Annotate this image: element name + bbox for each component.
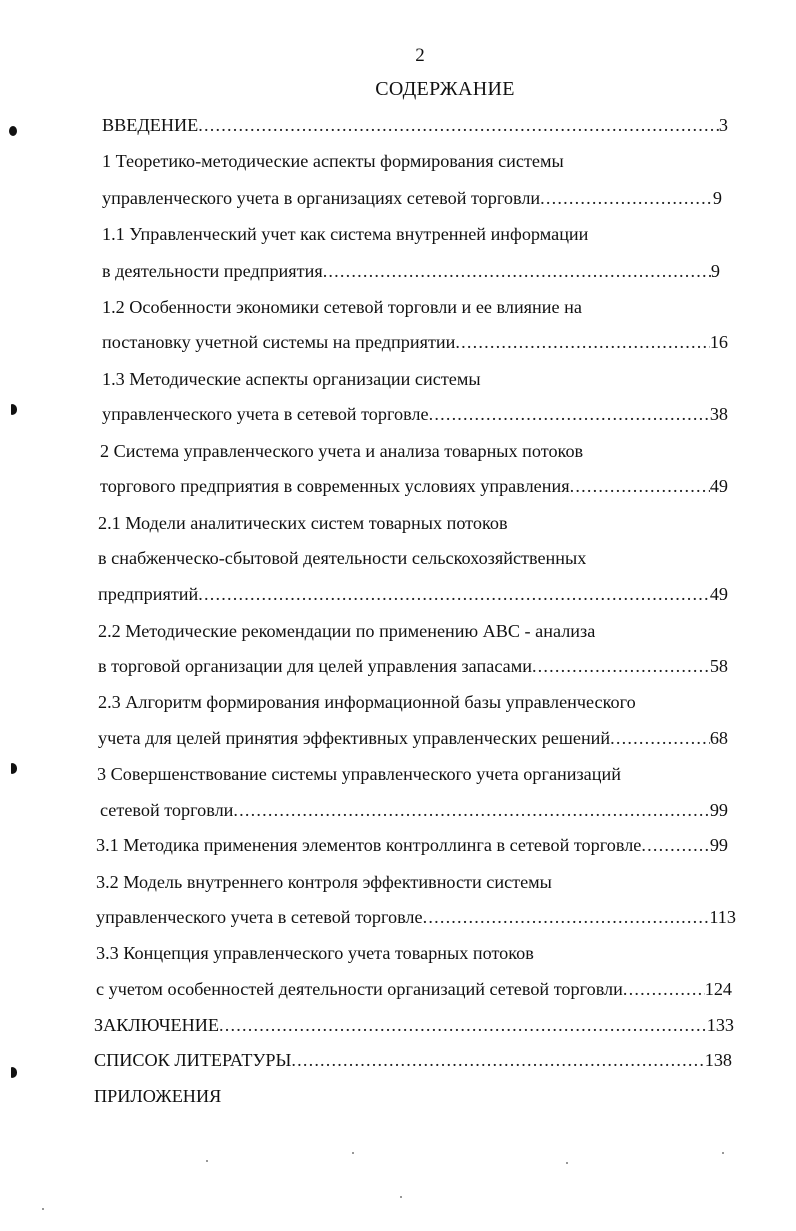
toc-entry-title: учета для целей принятия эффективных управленческих решений	[98, 728, 611, 748]
toc-entry-conclusion[interactable]	[94, 1013, 734, 1037]
toc-entry-page: 124	[704, 979, 732, 999]
dot-leader	[641, 833, 709, 857]
toc-entry-page: 99	[709, 835, 728, 855]
toc-entry-section-3-2-cont[interactable]	[96, 905, 736, 929]
toc-entry-section-3-3-cont[interactable]	[96, 977, 732, 1001]
toc-entry-title: 2.2 Методические рекомендации по применению ABC - анализа	[98, 621, 596, 641]
toc-entry-title: 2.3 Алгоритм формирования информационной базы управленческого	[98, 692, 636, 712]
toc-entry-page: 113	[709, 907, 736, 927]
toc-entry-page: 138	[704, 1050, 732, 1070]
toc-entry-page: 9	[710, 261, 720, 281]
toc-entry-section-1-1-cont[interactable]	[102, 259, 720, 283]
toc-entry-title: управленческого учета в организациях сетевой торговли	[102, 188, 541, 208]
toc-entry-title: 1 Теоретико-методические аспекты формирования системы	[102, 151, 564, 171]
toc-entry-title: ПРИЛОЖЕНИЯ	[94, 1086, 222, 1106]
dot-leader	[623, 977, 705, 1001]
toc-entry-title: 1.3 Методические аспекты организации системы	[102, 369, 481, 389]
toc-entry-title: управленческого учета в сетевой торговле	[96, 907, 423, 927]
toc-entry-title: 3.1 Методика применения элементов контроллинга в сетевой торговле	[96, 835, 642, 855]
toc-entry-section-2-1[interactable]	[98, 511, 508, 535]
toc-entry-title: 1.2 Особенности экономики сетевой торговли и ее влияние на	[102, 297, 582, 317]
toc-entry-page: 49	[709, 584, 728, 604]
toc-entry-chapter-1-cont[interactable]	[102, 186, 722, 210]
toc-entry-chapter-2-cont[interactable]	[100, 474, 728, 498]
toc-entry-section-2-2-cont[interactable]	[98, 654, 728, 678]
toc-entry-page: 99	[709, 800, 728, 820]
toc-entry-page: 16	[709, 332, 728, 352]
toc-entry-section-2-3[interactable]	[98, 690, 636, 714]
dot-leader	[610, 726, 710, 750]
toc-entry-page: 49	[709, 476, 728, 496]
toc-entry-chapter-3[interactable]	[97, 762, 621, 786]
toc-entry-title: торгового предприятия в современных условиях управления	[100, 476, 570, 496]
toc-entry-title: управленческого учета в сетевой торговле	[102, 404, 429, 424]
toc-entry-title: 3.2 Модель внутреннего контроля эффективности системы	[96, 872, 552, 892]
toc-entry-section-1-3-cont[interactable]	[102, 402, 728, 426]
toc-entry-title: ЗАКЛЮЧЕНИЕ	[94, 1015, 220, 1035]
toc-entry-title: 1.1 Управленческий учет как система внутренней информации	[102, 224, 589, 244]
toc-entry-title: СПИСОК ЛИТЕРАТУРЫ	[94, 1050, 292, 1070]
toc-entry-section-3-1[interactable]	[96, 833, 728, 857]
toc-entry-section-2-1-cont[interactable]	[98, 546, 586, 570]
dot-leader	[423, 905, 710, 929]
toc-entry-title: в торговой организации для целей управления запасами	[98, 656, 532, 676]
toc-entry-title: с учетом особенностей деятельности организаций сетевой торговли	[96, 979, 623, 999]
toc-entry-section-1-1[interactable]	[102, 222, 588, 246]
page-title: СОДЕРЖАНИЕ	[375, 78, 515, 100]
toc-entry-section-2-2[interactable]	[98, 619, 595, 643]
dot-leader	[219, 1013, 707, 1037]
toc-entry-page: 38	[709, 404, 728, 424]
page-number: 2	[415, 45, 425, 66]
toc-entry-title: в снабженческо-сбытовой деятельности сельскохозяйственных	[98, 548, 587, 568]
toc-entry-references[interactable]	[94, 1048, 732, 1072]
toc-entry-chapter-3-cont[interactable]	[100, 798, 728, 822]
toc-entry-title: 2.1 Модели аналитических систем товарных потоков	[98, 513, 508, 533]
toc-entry-section-1-2-cont[interactable]	[102, 330, 728, 354]
toc-entry-page: 68	[709, 728, 728, 748]
dot-leader	[570, 474, 710, 498]
toc-entry-title: предприятий	[98, 584, 199, 604]
toc-entry-section-1-3[interactable]	[102, 367, 481, 391]
dot-leader	[198, 582, 710, 606]
toc-entry-page: 133	[706, 1015, 734, 1035]
toc-entry-title: 3 Совершенствование системы управленческого учета организаций	[97, 764, 621, 784]
toc-entry-introduction[interactable]	[102, 113, 728, 137]
toc-entry-title: в деятельности предприятия	[102, 261, 323, 281]
dot-leader	[198, 113, 719, 137]
toc-entry-title: ВВЕДЕНИЕ	[102, 115, 199, 135]
toc-entry-page: 58	[709, 656, 728, 676]
toc-entry-appendices[interactable]	[94, 1084, 221, 1108]
toc-entry-section-2-1-cont[interactable]	[98, 582, 728, 606]
toc-entry-section-2-3-cont[interactable]	[98, 726, 728, 750]
dot-leader	[233, 798, 709, 822]
toc-entry-title: 2 Система управленческого учета и анализа товарных потоков	[100, 441, 584, 461]
toc-entry-page: 3	[718, 115, 728, 135]
dot-leader	[532, 654, 710, 678]
toc-entry-section-3-3[interactable]	[96, 941, 534, 965]
toc-entry-chapter-2[interactable]	[100, 439, 583, 463]
dot-leader	[540, 186, 713, 210]
toc-entry-section-1-2[interactable]	[102, 295, 582, 319]
dot-leader	[323, 259, 711, 283]
toc-entry-chapter-1[interactable]	[102, 149, 564, 173]
toc-entry-page: 9	[712, 188, 722, 208]
toc-entry-title: 3.3 Концепция управленческого учета товарных потоков	[96, 943, 534, 963]
toc-entry-title: постановку учетной системы на предприятии	[102, 332, 456, 352]
dot-leader	[455, 330, 709, 354]
toc-entry-section-3-2[interactable]	[96, 870, 552, 894]
toc-entry-title: сетевой торговли	[100, 800, 234, 820]
dot-leader	[291, 1048, 704, 1072]
dot-leader	[429, 402, 710, 426]
